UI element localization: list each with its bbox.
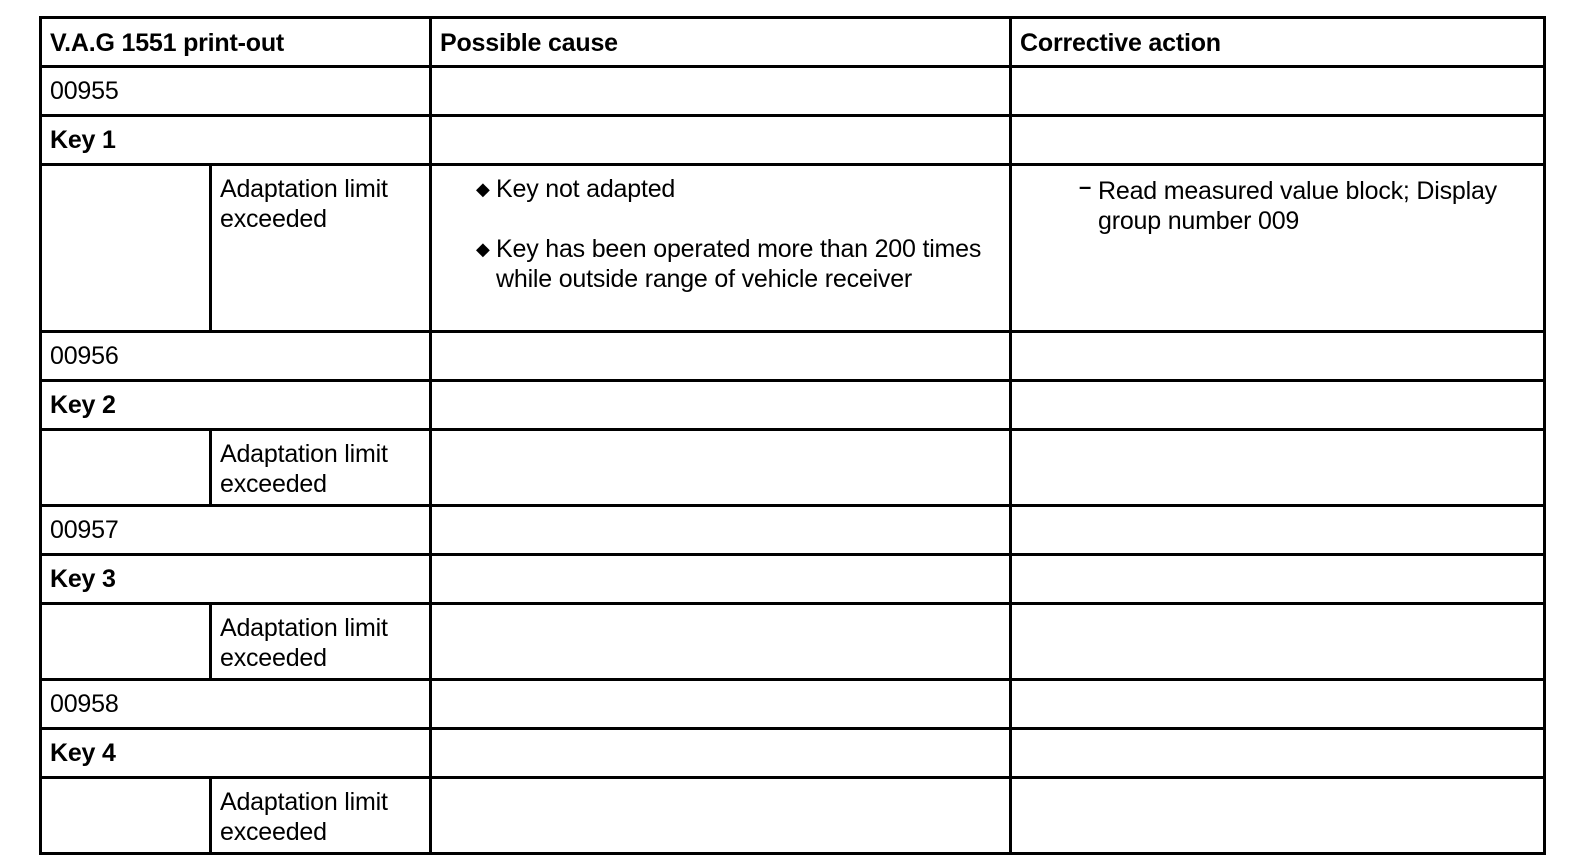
- empty-indent-cell: [41, 778, 211, 854]
- diamond-bullet-icon: ◆: [476, 239, 490, 259]
- cause-text: Key has been operated more than 200 times while outside range of vehicle receiver: [496, 235, 982, 293]
- list-item: [476, 174, 989, 204]
- fault-code: 00957: [50, 516, 119, 544]
- table-row-adaptation-limit: [41, 604, 1545, 680]
- empty-cause-cell: [431, 680, 1011, 729]
- empty-action-cell: [1011, 506, 1545, 555]
- empty-cause-cell: [431, 729, 1011, 778]
- empty-cause-cell: [431, 332, 1011, 381]
- empty-indent-cell: [41, 604, 211, 680]
- table-row-key: [41, 116, 1545, 165]
- table-row-adaptation-limit: [41, 778, 1545, 854]
- table-header-row: [41, 18, 1545, 67]
- action-text: Read measured value block; Display group number 009: [1098, 177, 1497, 235]
- key-label: Key 3: [50, 565, 116, 593]
- corrective-action-list: [1012, 166, 1543, 236]
- adaptation-limit-text: Adaptation limit exceeded: [220, 788, 388, 846]
- list-item: [476, 234, 989, 294]
- fault-code-cell: [41, 506, 431, 555]
- adaptation-limit-text: Adaptation limit exceeded: [220, 614, 388, 672]
- empty-cause-cell: [431, 430, 1011, 506]
- key-cell: [41, 116, 431, 165]
- possible-cause-cell: [431, 165, 1011, 332]
- corrective-action-cell: [1011, 165, 1545, 332]
- table-row-adaptation-limit: [41, 430, 1545, 506]
- fault-code-cell: [41, 332, 431, 381]
- empty-cause-cell: [431, 116, 1011, 165]
- empty-cause-cell: [431, 555, 1011, 604]
- adaptation-limit-text: Adaptation limit exceeded: [220, 440, 388, 498]
- adaptation-limit-cell: [211, 430, 431, 506]
- table-row-key: [41, 381, 1545, 430]
- empty-cause-cell: [431, 778, 1011, 854]
- adaptation-limit-text: Adaptation limit exceeded: [220, 175, 388, 233]
- table-row-key: [41, 555, 1545, 604]
- key-label: Key 2: [50, 391, 116, 419]
- empty-action-cell: [1011, 778, 1545, 854]
- header-possible-cause: Possible cause: [431, 18, 1011, 67]
- diamond-bullet-icon: ◆: [476, 179, 490, 199]
- empty-action-cell: [1011, 67, 1545, 116]
- empty-cause-cell: [431, 381, 1011, 430]
- key-cell: [41, 729, 431, 778]
- empty-action-cell: [1011, 332, 1545, 381]
- empty-action-cell: [1011, 680, 1545, 729]
- table-row-fault-code: [41, 506, 1545, 555]
- table-row-adaptation-limit: [41, 165, 1545, 332]
- adaptation-limit-cell: [211, 778, 431, 854]
- empty-action-cell: [1011, 729, 1545, 778]
- table-row-key: [41, 729, 1545, 778]
- fault-code-cell: [41, 680, 431, 729]
- empty-cause-cell: [431, 604, 1011, 680]
- key-cell: [41, 381, 431, 430]
- key-label: Key 1: [50, 126, 116, 154]
- fault-code-table: [39, 16, 1546, 855]
- fault-code-cell: [41, 67, 431, 116]
- adaptation-limit-cell: [211, 165, 431, 332]
- empty-action-cell: [1011, 430, 1545, 506]
- cause-text: Key not adapted: [496, 175, 676, 203]
- empty-indent-cell: [41, 165, 211, 332]
- dash-bullet-icon: –: [1079, 174, 1092, 199]
- empty-indent-cell: [41, 430, 211, 506]
- adaptation-limit-cell: [211, 604, 431, 680]
- table-row-fault-code: [41, 680, 1545, 729]
- key-label: Key 4: [50, 739, 116, 767]
- empty-action-cell: [1011, 604, 1545, 680]
- list-item: [1079, 174, 1533, 236]
- fault-code: 00958: [50, 690, 119, 718]
- empty-cause-cell: [431, 67, 1011, 116]
- possible-cause-list: [432, 166, 1009, 294]
- table-row-fault-code: [41, 67, 1545, 116]
- table-row-fault-code: [41, 332, 1545, 381]
- fault-code: 00956: [50, 342, 119, 370]
- header-corrective-action: Corrective action: [1011, 18, 1545, 67]
- empty-cause-cell: [431, 506, 1011, 555]
- key-cell: [41, 555, 431, 604]
- empty-action-cell: [1011, 555, 1545, 604]
- fault-code: 00955: [50, 77, 119, 105]
- empty-action-cell: [1011, 116, 1545, 165]
- header-printout: V.A.G 1551 print-out: [41, 18, 431, 67]
- empty-action-cell: [1011, 381, 1545, 430]
